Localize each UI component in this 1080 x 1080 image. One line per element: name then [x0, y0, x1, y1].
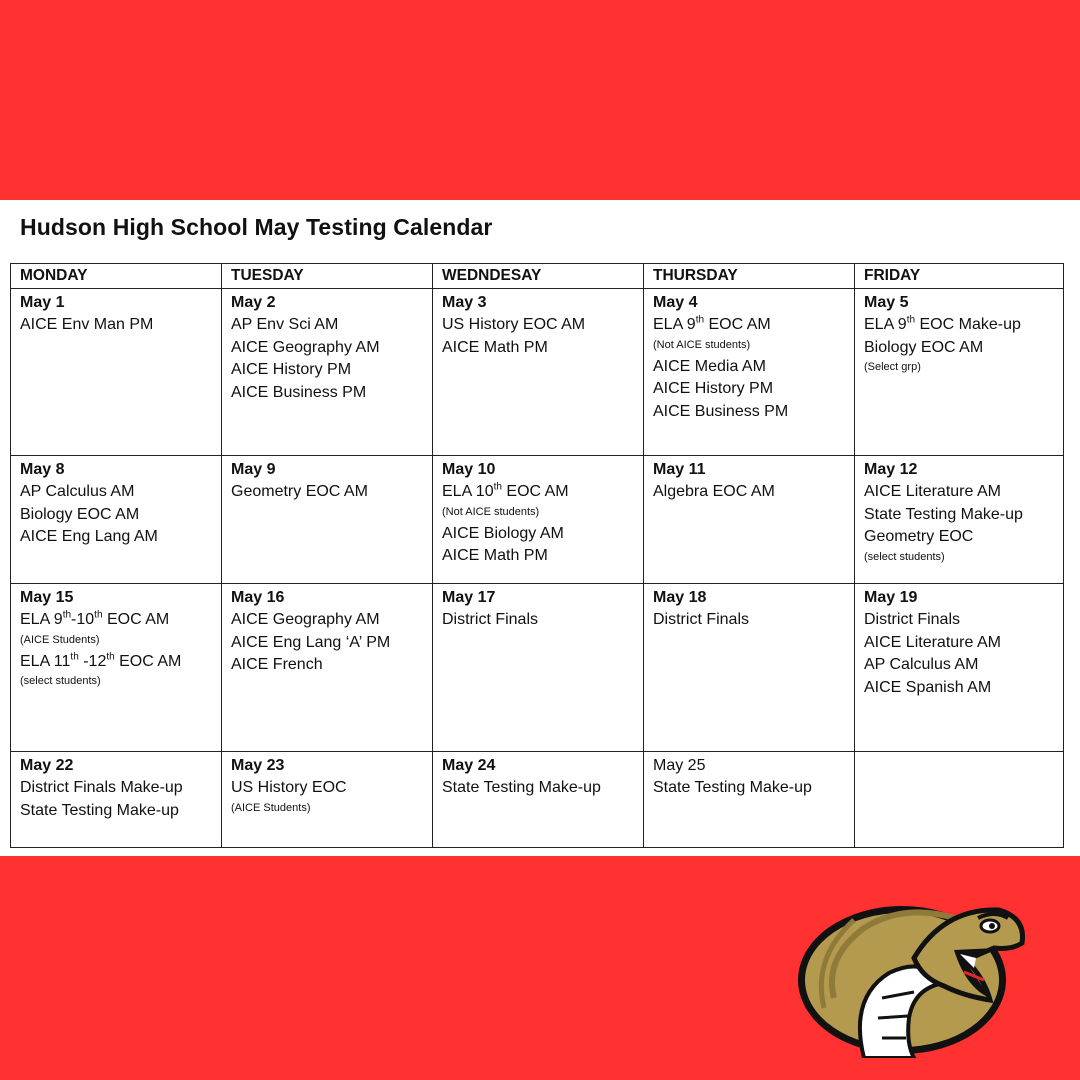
testing-calendar-table [10, 263, 1064, 848]
day-date: May 25 [653, 757, 706, 774]
day-date: May 9 [231, 461, 276, 478]
day-date: May 1 [20, 294, 65, 311]
event-note: (Not AICE students) [653, 338, 751, 351]
exam-event: ELA 9th EOC AM [653, 314, 771, 333]
exam-event: AICE Literature AM [864, 633, 1001, 651]
exam-event: ELA 9th-10th EOC AM [20, 609, 170, 628]
day-cell [855, 584, 1064, 752]
exam-event: AICE Geography AM [231, 611, 380, 628]
day-cell [11, 456, 222, 584]
exam-event: Biology EOC AM [20, 505, 140, 523]
exam-event: ELA 11th -12th EOC AM [20, 651, 182, 670]
exam-event: AICE History PM [653, 380, 774, 397]
day-cell [433, 584, 644, 752]
day-cell [11, 584, 222, 752]
day-date: May 24 [442, 757, 496, 774]
exam-event: State Testing Make-up [653, 779, 812, 796]
calendar-title: Hudson High School May Testing Calendar [20, 214, 493, 240]
exam-event: AICE Eng Lang AM [20, 528, 158, 545]
exam-event: AICE Biology AM [442, 524, 564, 542]
day-date: May 2 [231, 294, 276, 311]
exam-event: AICE Business PM [231, 383, 367, 401]
day-date: May 8 [20, 461, 65, 478]
day-date: May 10 [442, 461, 496, 478]
exam-event: AICE French [231, 656, 323, 673]
exam-event: AICE Literature AM [864, 483, 1001, 500]
event-note: (AICE Students) [20, 633, 100, 646]
day-cell [222, 584, 433, 752]
week-row [11, 456, 1064, 584]
week-row [11, 752, 1064, 848]
day-cell [433, 456, 644, 584]
day-date: May 4 [653, 294, 698, 311]
day-date: May 23 [231, 757, 285, 774]
exam-event: State Testing Make-up [442, 779, 601, 796]
event-note: (select students) [20, 675, 101, 687]
day-date: May 19 [864, 589, 918, 606]
exam-event: Algebra EOC AM [653, 483, 775, 500]
exam-event: AICE Media AM [653, 357, 766, 375]
weekday-header-row [11, 264, 1064, 289]
event-note: (AICE Students) [231, 801, 311, 814]
day-date: May 18 [653, 589, 707, 606]
exam-event: AICE Spanish AM [864, 678, 992, 696]
day-date: May 12 [864, 461, 918, 478]
exam-event: Geometry EOC [864, 528, 974, 545]
calendar-body [11, 289, 1064, 848]
day-cell [222, 456, 433, 584]
day-date: May 5 [864, 294, 909, 311]
day-date: May 16 [231, 589, 285, 606]
exam-event: AICE Math PM [442, 338, 548, 356]
exam-event: Geometry EOC AM [231, 483, 368, 500]
exam-event: AP Calculus AM [864, 656, 979, 673]
day-cell [433, 289, 644, 456]
day-cell [222, 289, 433, 456]
week-row [11, 584, 1064, 752]
exam-event: AICE Business PM [653, 402, 789, 420]
day-cell [11, 752, 222, 848]
cobra-mascot-logo [794, 888, 1028, 1058]
header-wednesday: WEDNDESAY [433, 264, 644, 289]
exam-event: US History EOC [231, 779, 347, 796]
exam-event: US History EOC AM [442, 316, 586, 333]
day-cell [433, 752, 644, 848]
exam-event: AICE History PM [231, 361, 352, 378]
exam-event: AICE Math PM [442, 547, 548, 564]
day-date: May 11 [653, 461, 706, 478]
exam-event: Biology EOC AM [864, 338, 984, 356]
exam-event: District Finals Make-up [20, 779, 183, 796]
exam-event: AICE Eng Lang ‘A’ PM [231, 633, 391, 651]
week-row [11, 289, 1064, 456]
event-note: (Not AICE students) [442, 505, 540, 518]
exam-event: District Finals [442, 611, 539, 628]
day-date: May 22 [20, 757, 74, 774]
exam-event: AICE Env Man PM [20, 316, 154, 333]
day-cell [855, 289, 1064, 456]
day-date: May 3 [442, 294, 487, 311]
exam-event: District Finals [653, 611, 750, 628]
exam-event: District Finals [864, 611, 961, 628]
exam-event: AICE Geography AM [231, 338, 380, 356]
top-red-band [0, 0, 1080, 200]
exam-event: AP Calculus AM [20, 483, 135, 500]
header-monday: MONDAY [11, 264, 222, 289]
day-date: May 17 [442, 589, 496, 606]
event-note: (select students) [864, 550, 945, 563]
exam-event: ELA 10th EOC AM [442, 481, 569, 500]
day-cell [11, 289, 222, 456]
header-tuesday: TUESDAY [222, 264, 433, 289]
header-friday: FRIDAY [855, 264, 1064, 289]
exam-event: ELA 9th EOC Make-up [864, 314, 1021, 333]
header-thursday: THURSDAY [644, 264, 855, 289]
day-cell [644, 584, 855, 752]
day-cell [222, 752, 433, 848]
day-cell [644, 289, 855, 456]
exam-event: State Testing Make-up [864, 505, 1023, 523]
day-cell [855, 456, 1064, 584]
day-cell [644, 456, 855, 584]
exam-event: AP Env Sci AM [231, 316, 339, 333]
exam-event: State Testing Make-up [20, 801, 179, 819]
event-note: (Select grp) [864, 361, 921, 373]
day-cell [855, 752, 1064, 848]
day-cell [644, 752, 855, 848]
day-date: May 15 [20, 589, 74, 606]
